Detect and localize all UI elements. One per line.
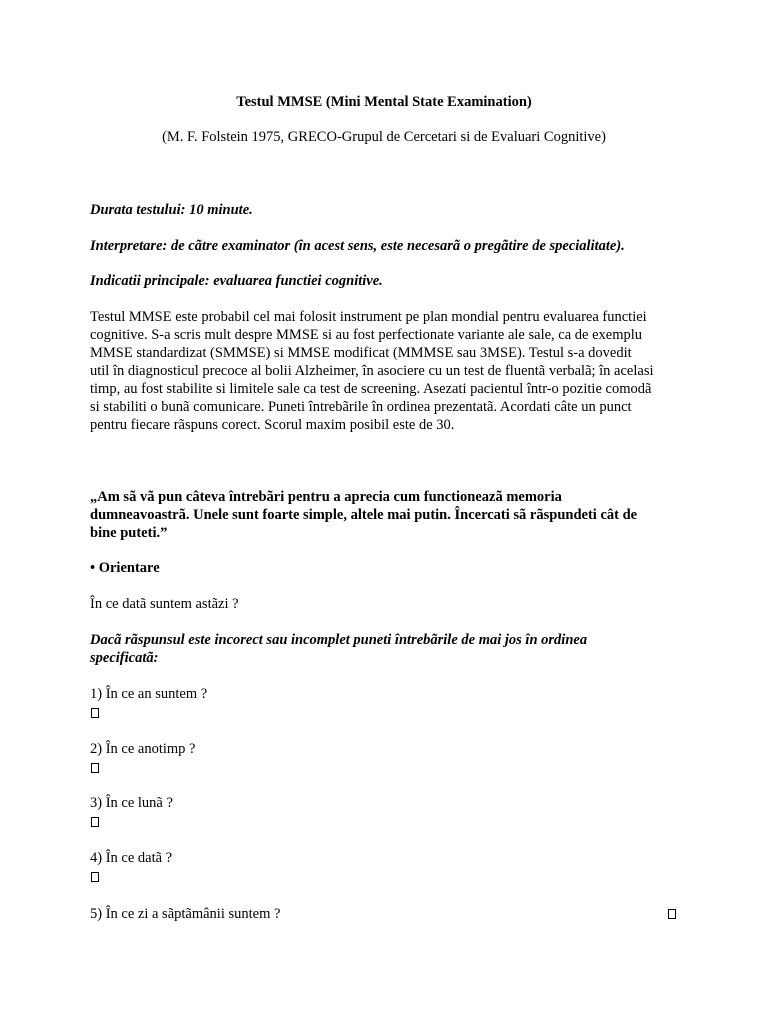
question-4: 4) În ce datã ? <box>90 850 173 866</box>
question-2: 2) În ce anotimp ? <box>90 741 196 757</box>
intro-quote: „Am sã vã pun câteva întrebãri pentru a aprecia cum functioneazã memoria dumneavoastrã. Unele sunt foarte simple, altele mai putin. Încercati sã rãspundeti cât de bine puteti.” <box>90 489 638 541</box>
test-duration: Durata testului: 10 minute. <box>90 202 253 218</box>
answer-checkbox-2[interactable] <box>91 763 99 773</box>
test-indications: Indicatii principale: evaluarea functiei cognitive. <box>90 273 383 289</box>
question-3: 3) În ce lunã ? <box>90 795 173 811</box>
document-title: Testul MMSE (Mini Mental State Examination) <box>236 94 532 110</box>
answer-checkbox-1[interactable] <box>91 708 99 718</box>
document-subtitle: (M. F. Folstein 1975, GRECO-Grupul de Cercetari si de Evaluari Cognitive) <box>162 129 606 145</box>
question-5: 5) În ce zi a sãptãmânii suntem ? <box>90 906 281 922</box>
answer-checkbox-5[interactable] <box>668 909 676 919</box>
test-interpretation: Interpretare: de cãtre examinator (în acest sens, este necesarã o pregãtire de specialitate). <box>90 238 625 254</box>
question-today-date: În ce datã suntem astãzi ? <box>90 596 239 612</box>
section-heading-orientation: • Orientare <box>90 560 160 576</box>
answer-checkbox-3[interactable] <box>91 817 99 827</box>
answer-checkbox-4[interactable] <box>91 872 99 882</box>
instruction-text: Dacã rãspunsul este incorect sau incomplet puneti întrebãrile de mai jos în ordinea specificatã: <box>90 632 588 666</box>
question-1: 1) În ce an suntem ? <box>90 686 208 702</box>
test-description: Testul MMSE este probabil cel mai folosit instrument pe plan mondial pentru evaluarea functiei cognitive. S-a scris mult despre MMSE si au fost perfectionate variante ale sale, ca de exemplu MMSE standardizat (SMMSE) si MMSE modificat (MMMSE sau 3MSE). Testul s-a dovedit util în diagnosticul precoce al bolii Alzheimer, în asociere cu un test de fluentã verbalã; în acelasi timp, au fost stabilite si limitele sale ca test de screening. Asezati pacientul într-o pozitie comodã si stabiliti o bunã comunicare. Puneti întrebãrile în ordinea prezentatã. Acordati câte un punct pentru fiecare rãspuns corect. Scorul maxim posibil este de 30. <box>90 309 654 433</box>
